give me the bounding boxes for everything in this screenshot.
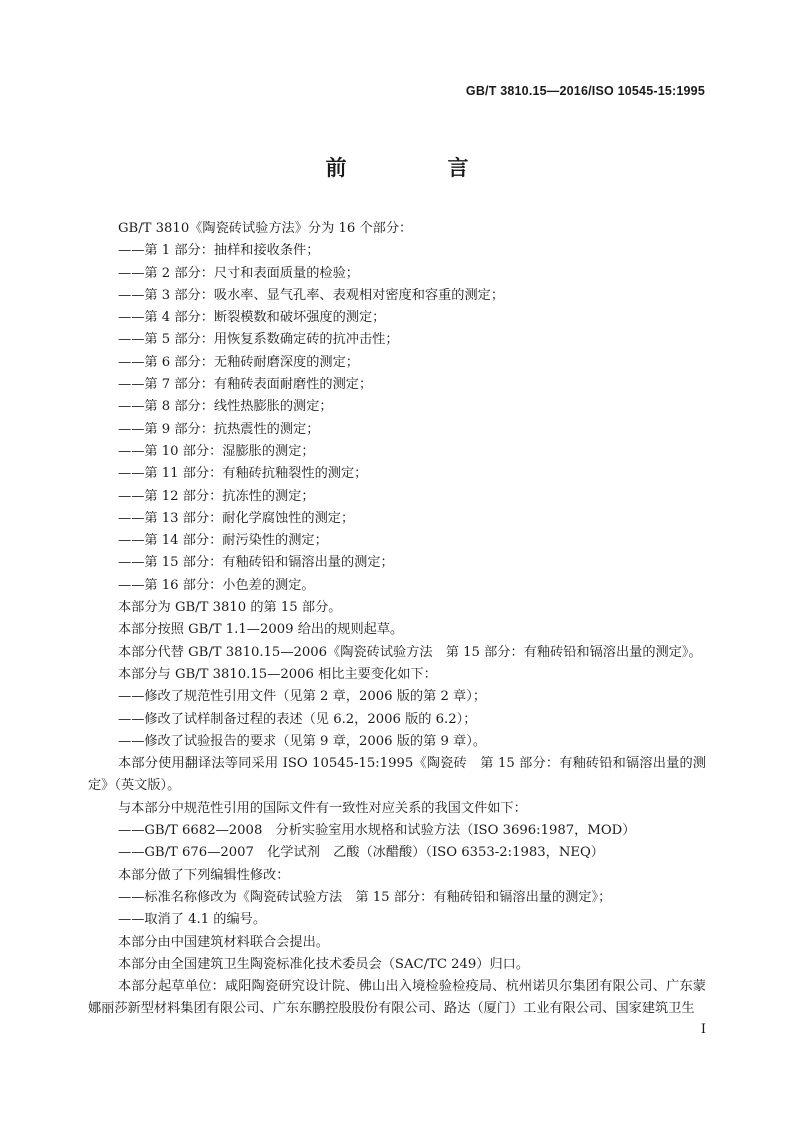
paragraph: 本部分按照 GB/T 1.1—2009 给出的规则起草。	[118, 622, 404, 638]
list-item: ——标准名称修改为《陶瓷砖试验方法 第 15 部分：有釉砖铅和镉溶出量的测定》；	[118, 889, 612, 905]
paragraph: 本部分起草单位：咸阳陶瓷研究设计院、佛山出入境检验检疫局、杭州诺贝尔集团有限公司、广东蒙娜丽莎新型材料集团有限公司、广东东鹏控股股份有限公司、路达（厦门）工业有限公司、国家建筑卫生	[88, 979, 706, 1017]
paragraph: 本部分做了下列编辑性修改：	[118, 867, 290, 883]
paragraph: 本部分使用翻译法等同采用 ISO 10545-15:1995《陶瓷砖 第 15 部分：有釉砖铅和镉溶出量的测定》（英文版）。	[88, 756, 706, 794]
list-item: ——GB/T 6682—2008 分析实验室用水规格和试验方法（ISO 3696:1987，MOD）	[118, 823, 636, 839]
list-item: ——第 4 部分：断裂模数和破坏强度的测定；	[118, 310, 386, 326]
list-item: ——第 14 部分：耐污染性的测定；	[118, 533, 328, 549]
paragraph: 本部分为 GB/T 3810 的第 15 部分。	[118, 600, 342, 616]
paragraph: 本部分代替 GB/T 3810.15—2006《陶瓷砖试验方法 第 15 部分：有釉砖铅和镉溶出量的测定》。	[118, 644, 702, 660]
list-item: ——修改了规范性引用文件（见第 2 章，2006 版的第 2 章）；	[118, 689, 487, 705]
list-item: ——第 2 部分：尺寸和表面质量的检验；	[118, 265, 359, 281]
list-item: ——第 7 部分：有釉砖表面耐磨性的测定；	[118, 377, 373, 393]
list-item: ——第 13 部分：耐化学腐蚀性的测定；	[118, 510, 355, 526]
paragraph: 与本部分中规范性引用的国际文件有一致性对应关系的我国文件如下：	[118, 800, 527, 816]
list-item: ——修改了试样制备过程的表述（见 6.2，2006 版的 6.2）；	[118, 711, 477, 727]
list-item: ——第 11 部分：有釉砖抗釉裂性的测定；	[118, 466, 368, 482]
paragraph: 本部分由中国建筑材料联合会提出。	[118, 934, 329, 950]
document-code-header: GB/T 3810.15—2016/ISO 10545-15:1995	[465, 84, 705, 98]
list-item: ——第 3 部分：吸水率、显气孔率、表观相对密度和容重的测定；	[118, 287, 505, 303]
page-title: 前 言	[325, 155, 509, 180]
list-item: ——第 6 部分：无釉砖耐磨深度的测定；	[118, 354, 359, 370]
list-item: ——取消了 4.1 的编号。	[118, 912, 267, 928]
list-item: ——GB/T 676—2007 化学试剂 乙酸（冰醋酸）（ISO 6353-2:1983，NEQ）	[118, 845, 604, 861]
paragraph: 本部分与 GB/T 3810.15—2006 相比主要变化如下：	[118, 666, 437, 682]
list-item: ——第 5 部分：用恢复系数确定砖的抗冲击性；	[118, 332, 399, 348]
list-item: ——第 8 部分：线性热膨胀的测定；	[118, 399, 333, 415]
list-item: ——第 16 部分：小色差的测定。	[118, 577, 315, 593]
paragraph: 本部分由全国建筑卫生陶瓷标准化技术委员会（SAC/TC 249）归口。	[118, 956, 530, 972]
list-item: ——第 15 部分：有釉砖铅和镉溶出量的测定；	[118, 555, 394, 571]
list-item: ——修改了试验报告的要求（见第 9 章，2006 版的第 9 章）。	[118, 733, 487, 749]
list-item: ——第 1 部分：抽样和接收条件；	[118, 243, 320, 259]
list-item: ——第 9 部分：抗热震性的测定；	[118, 421, 320, 437]
paragraph: GB/T 3810《陶瓷砖试验方法》分为 16 个部分：	[118, 221, 413, 236]
page-number: I	[700, 1022, 706, 1037]
list-item: ——第 10 部分：湿膨胀的测定；	[118, 443, 315, 459]
list-item: ——第 12 部分：抗冻性的测定；	[118, 488, 315, 504]
foreword-body	[88, 218, 706, 1021]
